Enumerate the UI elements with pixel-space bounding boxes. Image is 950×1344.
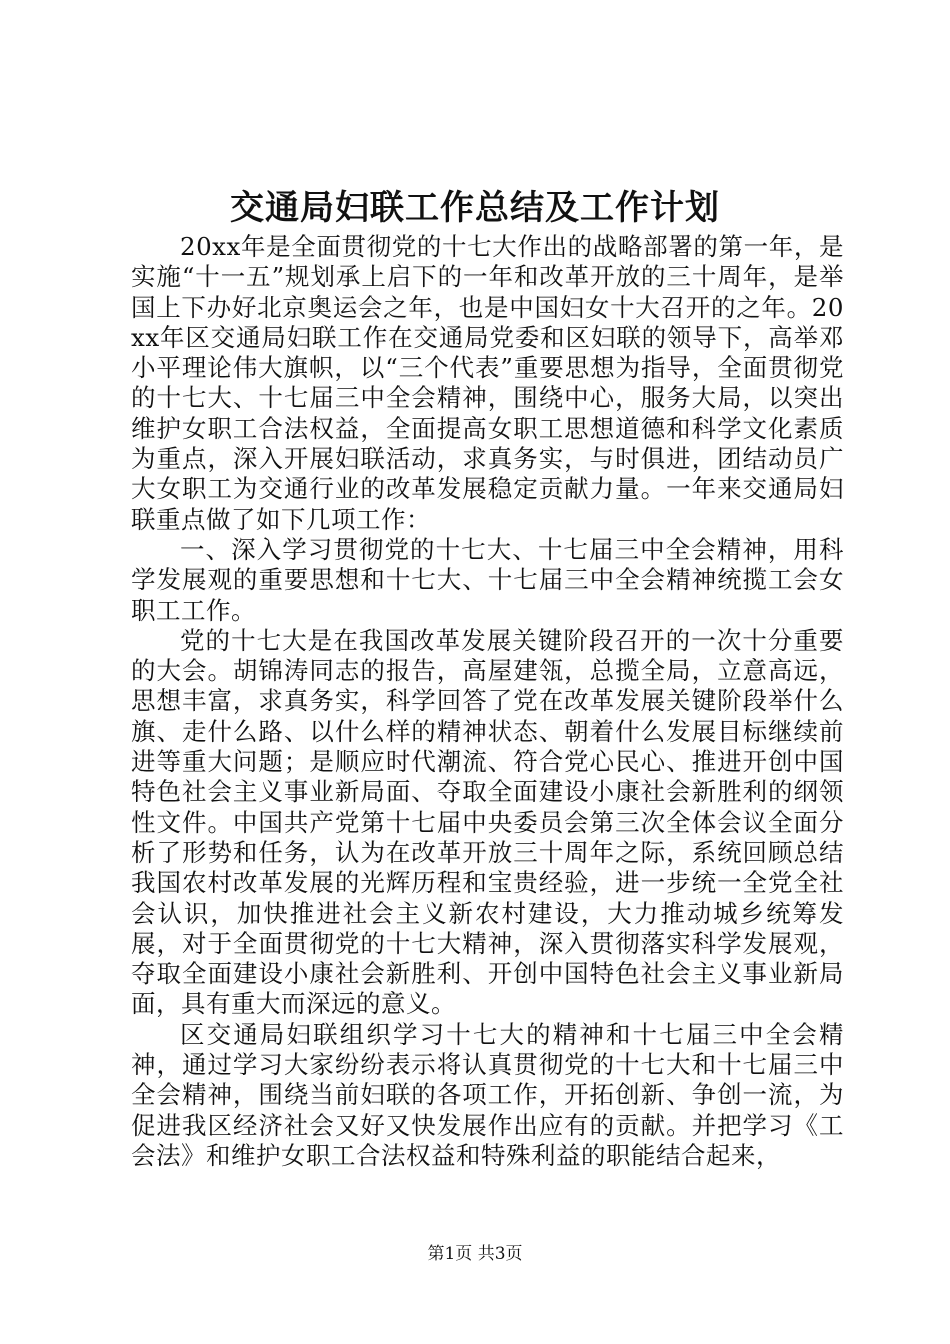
page-number-footer: 第1页 共3页: [427, 1244, 523, 1264]
paragraph-section-heading-1: 一、深入学习贯彻党的十七大、十七届三中全会精神，用科学发展观的重要思想和十七大、十七届三中全会精神统揽工会女职工工作。: [131, 534, 844, 625]
paragraph-study-activities: 区交通局妇联组织学习十七大的精神和十七届三中全会精神，通过学习大家纷纷表示将认真贯彻党的十七大和十七届三中全会精神，围绕当前妇联的各项工作，开拓创新、争创一流，为促进我区经济社会又好又快发展作出应有的贡献。并把学习《工会法》和维护女职工合法权益和特殊利益的职能结合起来，: [131, 1019, 844, 1170]
paragraph-intro: 20xx年是全面贯彻党的十七大作出的战略部署的第一年，是实施“十一五”规划承上启下的一年和改革开放的三十周年，是举国上下办好北京奥运会之年，也是中国妇女十大召开的之年。20xx年区交通局妇联工作在交通局党委和区妇联的领导下，高举邓小平理论伟大旗帜，以“三个代表”重要思想为指导，全面贯彻党的十七大、十七届三中全会精神，围绕中心，服务大局，以突出维护女职工合法权益，全面提高女职工思想道德和科学文化素质为重点，深入开展妇联活动，求真务实，与时俱进，团结动员广大女职工为交通行业的改革发展稳定贡献力量。一年来交通局妇联重点做了如下几项工作：: [131, 232, 844, 534]
document-title: 交通局妇联工作总结及工作计划: [230, 188, 720, 228]
paragraph-seventeenth-congress: 党的十七大是在我国改革发展关键阶段召开的一次十分重要的大会。胡锦涛同志的报告，高屋建瓴，总揽全局，立意高远，思想丰富，求真务实，科学回答了党在改革发展关键阶段举什么旗、走什么路、以什么样的精神状态、朝着什么发展目标继续前进等重大问题；是顺应时代潮流、符合党心民心、推进开创中国特色社会主义事业新局面、夺取全面建设小康社会新胜利的纲领性文件。中国共产党第十七届中央委员会第三次全体会议全面分析了形势和任务，认为在改革开放三十周年之际，系统回顾总结我国农村改革发展的光辉历程和宝贵经验，进一步统一全党全社会认识，加快推进社会主义新农村建设，大力推动城乡统筹发展，对于全面贯彻党的十七大精神，深入贯彻落实科学发展观，夺取全面建设小康社会新胜利、开创中国特色社会主义事业新局面，具有重大而深远的意义。: [131, 625, 844, 1019]
document-body: [131, 232, 844, 1171]
